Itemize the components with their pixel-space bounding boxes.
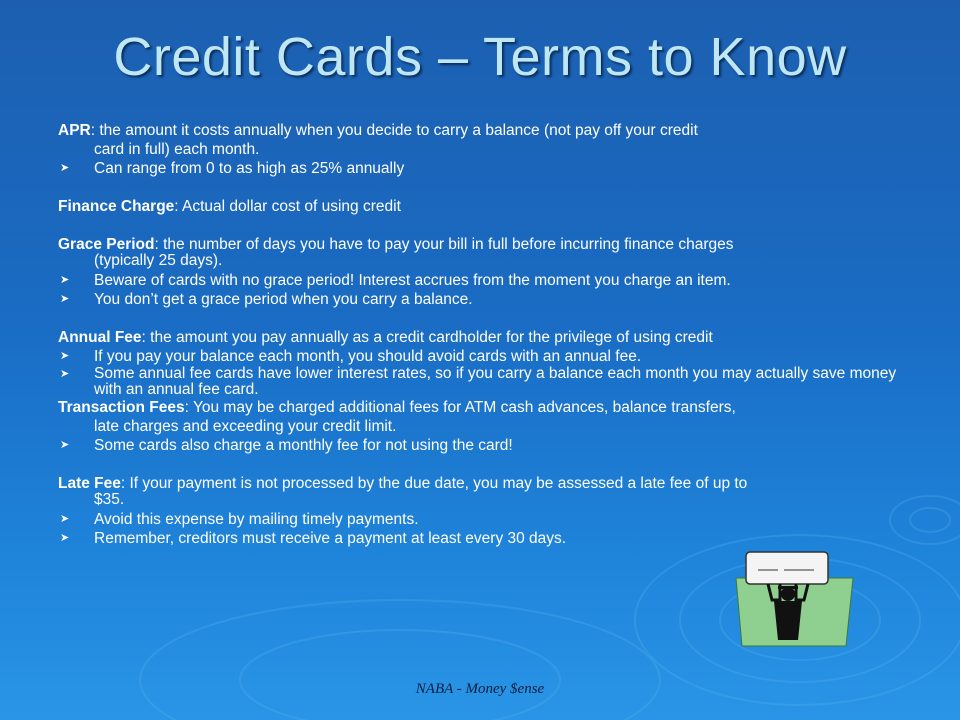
arrow-bullet-icon: ➤ (60, 439, 70, 451)
list-item: ➤ Can range from 0 to as high as 25% annually (60, 160, 405, 177)
arrow-bullet-icon: ➤ (60, 274, 70, 286)
arrow-bullet-icon: ➤ (60, 368, 70, 380)
term-grace-period: Grace Period: the number of days you have to pay your bill in full before incurring finance charges (58, 236, 734, 253)
arrow-bullet-icon: ➤ (60, 513, 70, 525)
term-apr-cont: card in full) each month. (94, 141, 260, 158)
slide-title: Credit Cards – Terms to Know (113, 27, 847, 87)
list-item: ➤ If you pay your balance each month, you should avoid cards with an annual fee. (60, 348, 642, 365)
list-item: ➤ You don’t get a grace period when you carry a balance. (60, 291, 473, 308)
term-apr: APR: the amount it costs annually when you decide to carry a balance (not pay off your credit (58, 122, 698, 139)
list-item: ➤ Avoid this expense by mailing timely payments. (60, 511, 419, 528)
term-transaction-fees-cont: late charges and exceeding your credit limit. (94, 418, 397, 435)
term-annual-fee: Annual Fee: the amount you pay annually as a credit cardholder for the privilege of using credit (58, 329, 713, 346)
arrow-bullet-icon: ➤ (60, 532, 70, 544)
man-holding-credit-card-icon (728, 548, 863, 648)
list-item: ➤ Remember, creditors must receive a payment at least every 30 days. (60, 530, 567, 547)
list-item: ➤ Beware of cards with no grace period! Interest accrues from the moment you charge an item. (60, 272, 731, 289)
list-item: ➤ Some cards also charge a monthly fee for not using the card! (60, 437, 513, 454)
term-finance-charge: Finance Charge: Actual dollar cost of using credit (58, 198, 401, 215)
arrow-bullet-icon: ➤ (60, 350, 70, 362)
arrow-bullet-icon: ➤ (60, 162, 70, 174)
list-item: ➤ Some annual fee cards have lower interest rates, so if you carry a balance each month you may actually save money with an annual fee card. (60, 365, 897, 398)
term-grace-period-cont: (typically 25 days). (94, 252, 223, 269)
term-transaction-fees: Transaction Fees: You may be charged additional fees for ATM cash advances, balance transfers, (58, 399, 736, 416)
term-late-fee: Late Fee: If your payment is not processed by the due date, you may be assessed a late fee of up to (58, 475, 748, 492)
arrow-bullet-icon: ➤ (60, 293, 70, 305)
terms-list (58, 121, 898, 548)
footer-caption: NABA - Money $ense (415, 681, 545, 697)
term-late-fee-cont: $35. (94, 491, 125, 508)
